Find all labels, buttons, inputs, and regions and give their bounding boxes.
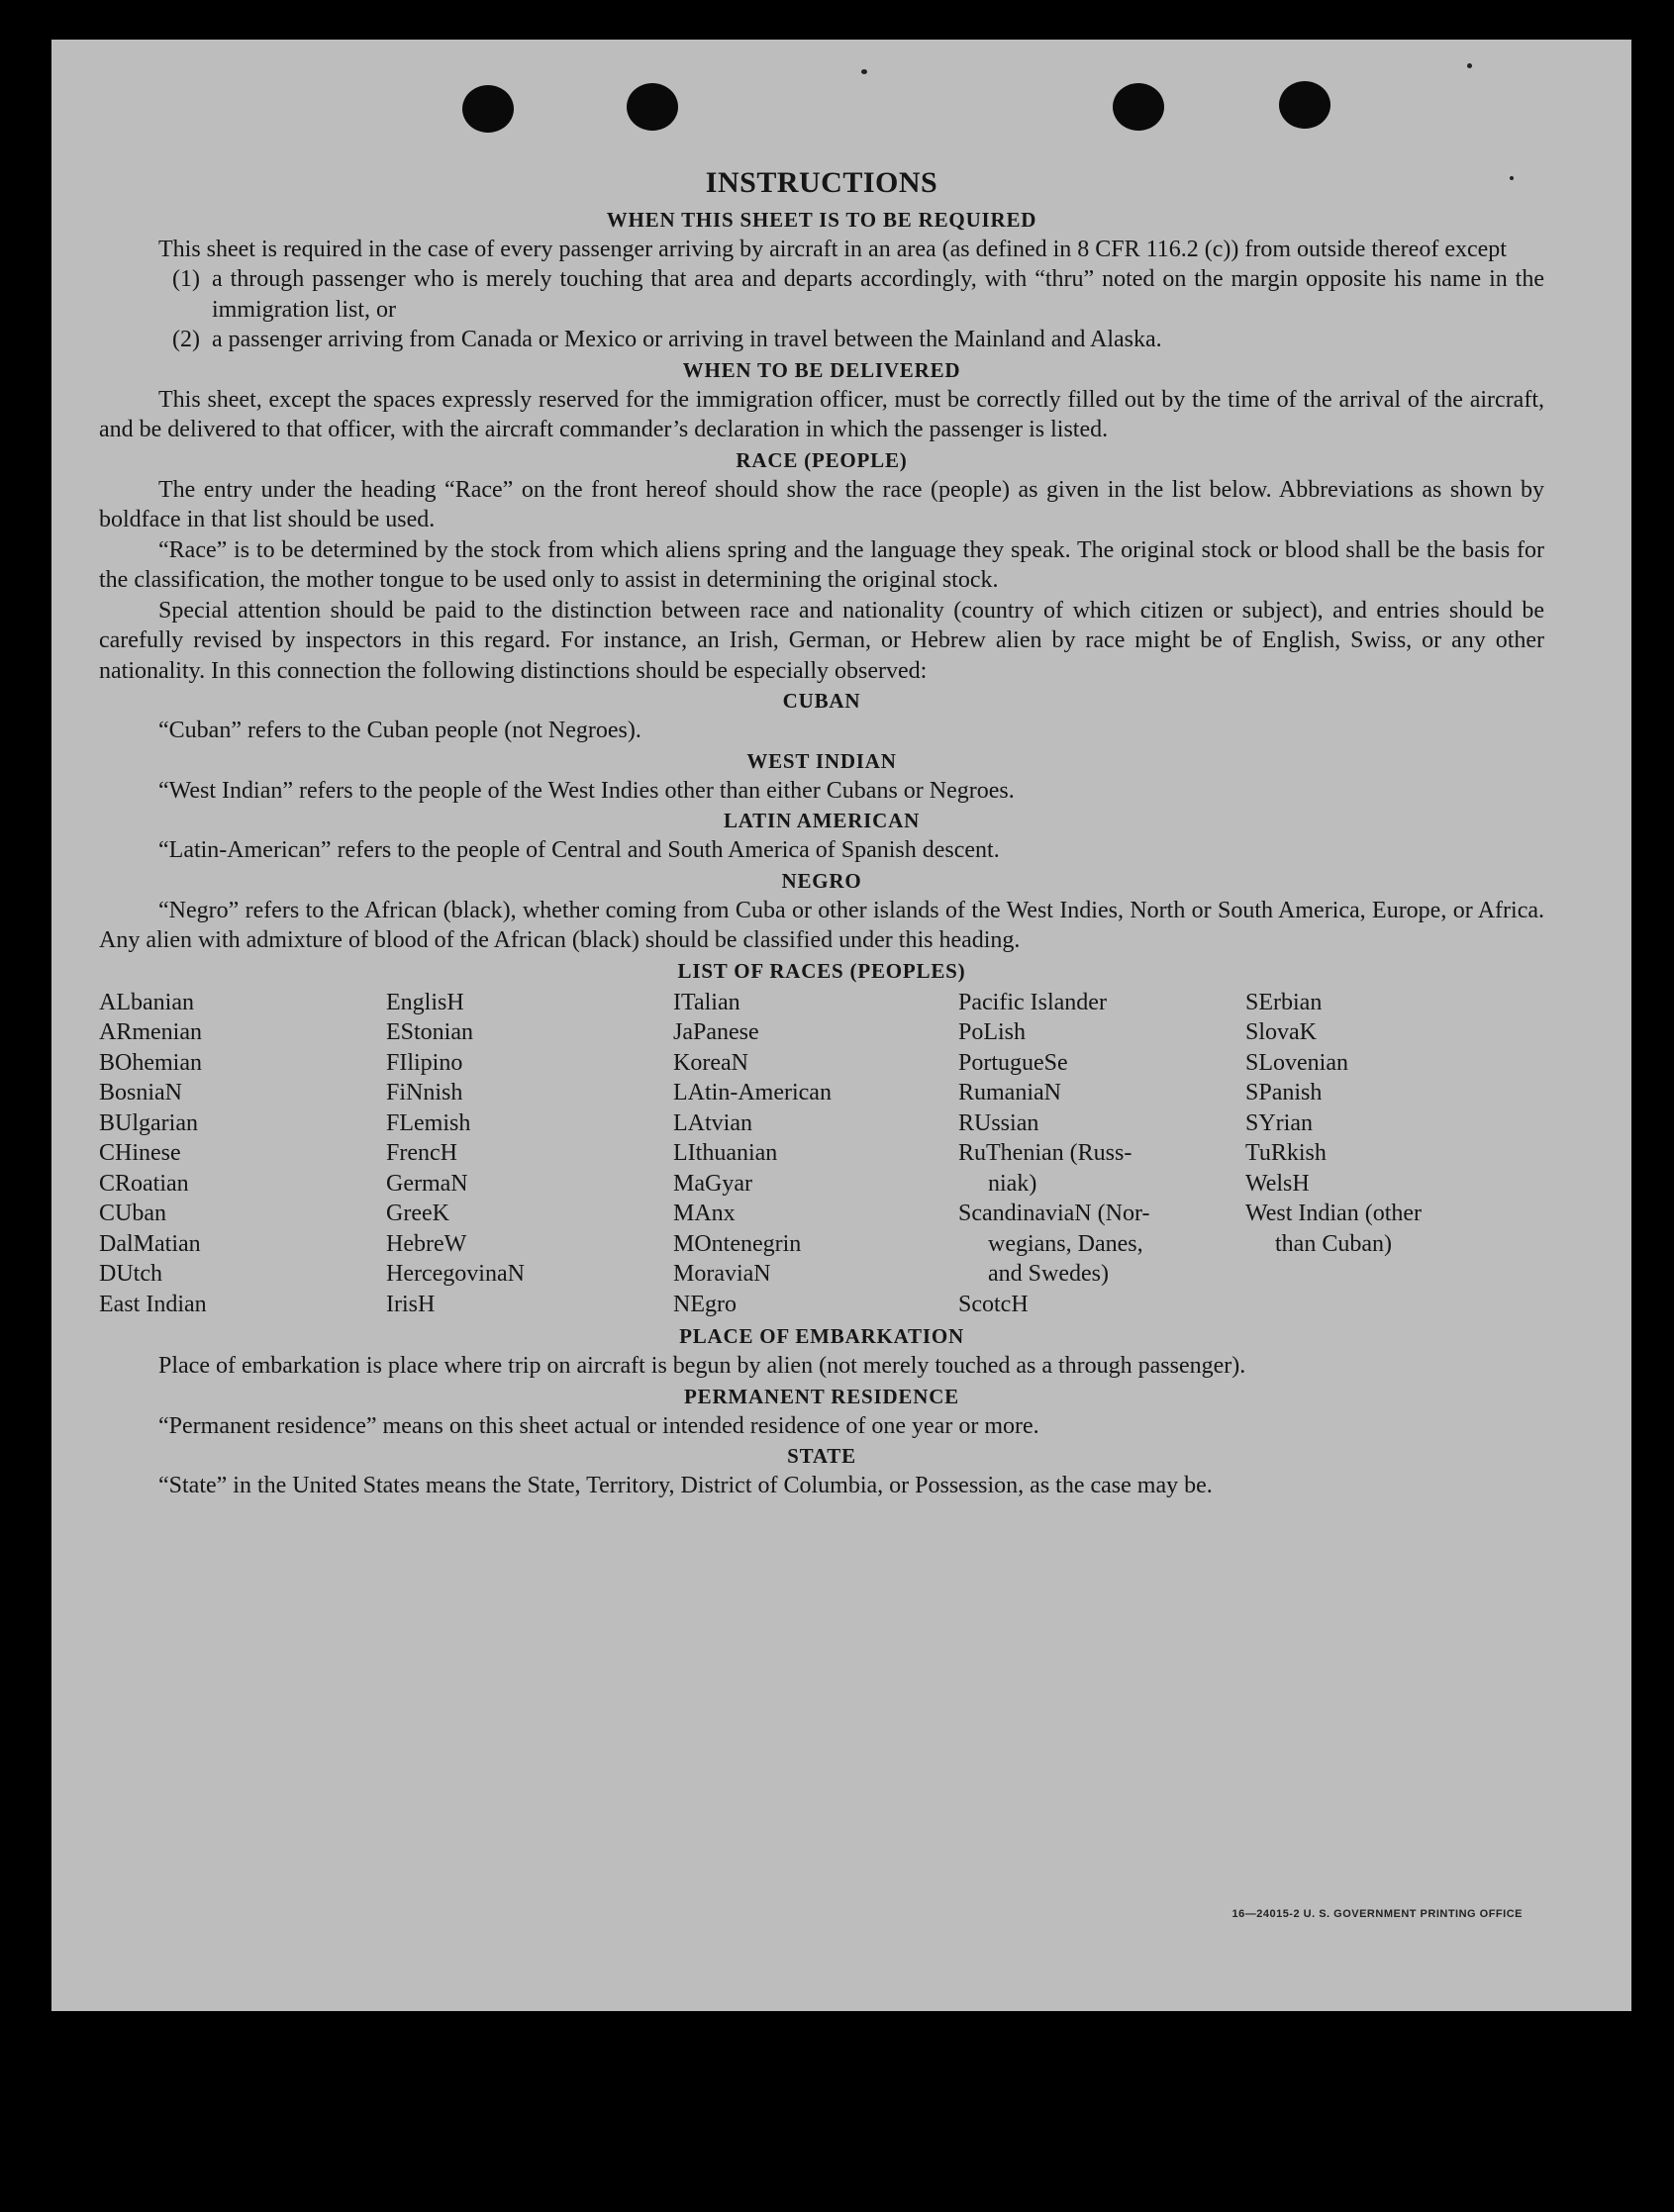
race-entry: KoreaN: [673, 1049, 748, 1076]
speck: [861, 69, 867, 74]
race-entry: SlovaK: [1245, 1019, 1317, 1045]
race-entry: EnglisH: [386, 989, 464, 1015]
race-entry: BUlgarian: [99, 1109, 198, 1136]
document-page: [51, 40, 1631, 2011]
section-heading: NEGRO: [781, 868, 862, 893]
race-entry: LIthuanian: [673, 1140, 778, 1166]
race-entry: BOhemian: [99, 1049, 202, 1076]
race-entry: DUtch: [99, 1261, 162, 1287]
race-entry: CUban: [99, 1201, 166, 1226]
paragraph: “Cuban” refers to the Cuban people (not Negroes).: [158, 718, 641, 743]
section-heading: STATE: [787, 1444, 856, 1468]
race-entry: RUssian: [958, 1109, 1039, 1136]
race-entry: SPanish: [1245, 1080, 1323, 1106]
race-entry: ScandinaviaN (Nor-: [958, 1201, 1150, 1226]
printing-office-note: 16—24015-2 U. S. GOVERNMENT PRINTING OFFICE: [1231, 1908, 1523, 1920]
race-entry: East Indian: [99, 1291, 207, 1317]
paragraph: The entry under the heading “Race” on the front hereof should show the race (people) as given in the list below. Abbreviations as shown by boldface in that list should be used.: [99, 476, 1544, 532]
section-heading: WEST INDIAN: [746, 748, 897, 773]
race-entry: CHinese: [99, 1140, 181, 1166]
race-entry: FiNnish: [386, 1080, 463, 1106]
section-heading: RACE (PEOPLE): [736, 447, 908, 472]
section-heading: WHEN TO BE DELIVERED: [682, 357, 961, 382]
race-column: [1245, 988, 1532, 1320]
paragraph: This sheet is required in the case of every passenger arriving by aircraft in an area (as defined in 8 CFR 116.2 (c)) from outside thereof except: [158, 236, 1507, 262]
race-entry: PortugueSe: [958, 1049, 1068, 1076]
race-entry: LAtin-American: [673, 1080, 832, 1106]
race-entry: IrisH: [386, 1291, 436, 1317]
race-entry: FIlipino: [386, 1049, 463, 1076]
paragraph: Special attention should be paid to the distinction between race and nationality (country of which citizen or subject), and entries should be carefully revised by inspectors in this regard. For instance, an Irish, German, or Hebrew alien by race might be of English, Swiss, or any other nationality. In this connection the following distinctions should be especially observed:: [99, 597, 1544, 684]
exception-item: [99, 264, 1544, 325]
race-entry: NEgro: [673, 1291, 737, 1317]
paragraph: “Race” is to be determined by the stock from which aliens spring and the language they speak. The original stock or blood shall be the basis for the classification, the mother tongue to be used only to assist in determining the original stock.: [99, 536, 1544, 593]
race-entry: MaGyar: [673, 1170, 752, 1197]
race-entry: MOntenegrin: [673, 1230, 802, 1257]
race-entry: MoraviaN: [673, 1261, 771, 1287]
race-column: [958, 988, 1245, 1320]
race-entry: and Swedes): [988, 1261, 1109, 1287]
section-heading: LIST OF RACES (PEOPLES): [677, 958, 966, 983]
race-entry: ITalian: [673, 989, 740, 1015]
race-entry: BosniaN: [99, 1080, 182, 1106]
race-entry: RumaniaN: [958, 1080, 1061, 1106]
paragraph: This sheet, except the spaces expressly reserved for the immigration officer, must be correctly filled out by the time of the arrival of the aircraft, and be delivered to that officer, with the aircraft commander’s declaration in which the passenger is listed.: [99, 386, 1544, 442]
paragraph: Place of embarkation is place where trip on aircraft is begun by alien (not merely touched as a through passenger).: [158, 1353, 1246, 1379]
race-entry: SYrian: [1245, 1109, 1313, 1136]
race-entry: MAnx: [673, 1201, 736, 1226]
race-entry: ALbanian: [99, 989, 194, 1015]
race-list: [99, 988, 1544, 1320]
race-entry: GreeK: [386, 1201, 449, 1226]
race-entry: GermaN: [386, 1170, 468, 1197]
race-entry: CRoatian: [99, 1170, 189, 1197]
race-column: [99, 988, 386, 1320]
race-entry: JaPanese: [673, 1019, 759, 1045]
race-entry: ScotcH: [958, 1291, 1029, 1317]
race-entry: TuRkish: [1245, 1140, 1327, 1166]
race-entry: DalMatian: [99, 1230, 201, 1257]
item-text: a passenger arriving from Canada or Mexico or arriving in travel between the Mainland and Alaska.: [212, 327, 1162, 352]
race-entry: RuThenian (Russ-: [958, 1140, 1132, 1166]
punch-hole: [1279, 81, 1330, 129]
section-heading: PERMANENT RESIDENCE: [684, 1384, 959, 1408]
race-entry: FLemish: [386, 1109, 471, 1136]
item-number: (1): [172, 266, 200, 292]
paragraph: “Negro” refers to the African (black), whether coming from Cuba or other islands of the West Indies, North or South America, Europe, or Africa. Any alien with admixture of blood of the African (black) should be classified under this heading.: [99, 897, 1544, 953]
page-title: INSTRUCTIONS: [705, 166, 938, 199]
section-heading: PLACE OF EMBARKATION: [679, 1324, 964, 1348]
item-number: (2): [172, 327, 200, 352]
race-entry: wegians, Danes,: [988, 1230, 1143, 1257]
race-entry: HebreW: [386, 1230, 467, 1257]
speck: [1467, 63, 1472, 68]
section-heading: CUBAN: [782, 689, 861, 713]
race-entry: PoLish: [958, 1019, 1027, 1045]
punch-hole: [462, 85, 514, 133]
race-entry: FrencH: [386, 1140, 457, 1166]
race-entry: SLovenian: [1245, 1049, 1348, 1076]
paragraph: “State” in the United States means the State, Territory, District of Columbia, or Possession, as the case may be.: [158, 1473, 1213, 1498]
paragraph: “West Indian” refers to the people of the West Indies other than either Cubans or Negroes.: [158, 777, 1015, 804]
punch-hole: [627, 83, 678, 131]
race-entry: than Cuban): [1275, 1230, 1392, 1257]
section-heading: LATIN AMERICAN: [723, 809, 921, 832]
instructions-body: [99, 168, 1544, 1501]
race-entry: Pacific Islander: [958, 989, 1107, 1015]
item-text: a through passenger who is merely touching that area and departs accordingly, with “thru” noted on the margin opposite his name in the immigration list, or: [212, 266, 1544, 323]
section-heading: WHEN THIS SHEET IS TO BE REQUIRED: [606, 207, 1037, 232]
paragraph: “Latin-American” refers to the people of Central and South America of Spanish descent.: [158, 837, 1000, 863]
race-entry: ARmenian: [99, 1019, 202, 1045]
race-column: [673, 988, 958, 1320]
paragraph: “Permanent residence” means on this sheet actual or intended residence of one year or more.: [158, 1412, 1039, 1439]
exception-item: [99, 325, 1544, 355]
race-entry: SErbian: [1245, 989, 1323, 1015]
race-entry: WelsH: [1245, 1170, 1310, 1197]
race-column: [386, 988, 673, 1320]
race-entry: HercegovinaN: [386, 1261, 525, 1287]
race-entry: EStonian: [386, 1019, 473, 1045]
race-entry: West Indian (other: [1245, 1201, 1423, 1226]
race-entry: niak): [988, 1170, 1037, 1197]
punch-hole: [1113, 83, 1164, 131]
race-entry: LAtvian: [673, 1109, 752, 1136]
